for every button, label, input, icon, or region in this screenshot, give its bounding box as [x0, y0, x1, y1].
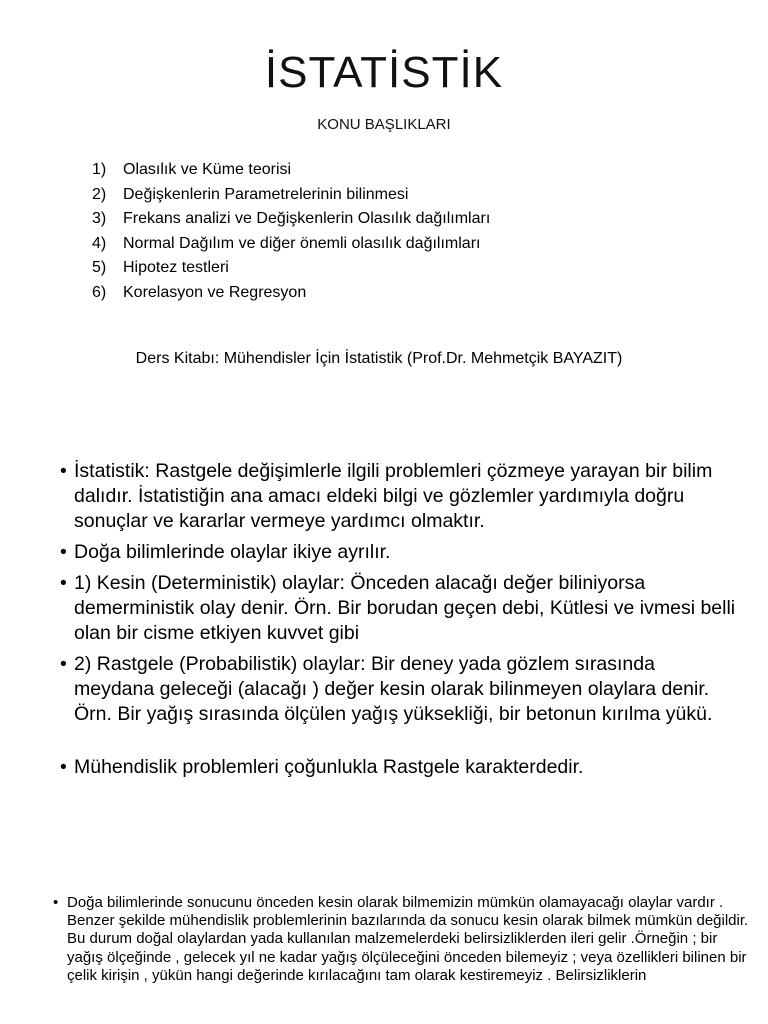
- bullet-icon: •: [60, 756, 67, 778]
- bullet-icon: •: [60, 460, 67, 482]
- bullet-item: [53, 894, 753, 985]
- bullet-item: [60, 652, 740, 727]
- bullet-text: Mühendislik problemleri çoğunlukla Rastgele karakterdedir.: [74, 756, 584, 778]
- list-item-text: Hipotez testleri: [123, 259, 229, 276]
- list-item-text: Olasılık ve Küme teorisi: [123, 161, 292, 178]
- bullet-item: [60, 459, 740, 534]
- list-item-number: 2): [92, 185, 107, 203]
- list-item-text: Normal Dağılım ve diğer önemli olasılık dağılımları: [123, 234, 481, 252]
- list-item: [92, 183, 490, 208]
- page-title: İSTATİSTİK: [264, 48, 504, 97]
- list-item-number: 4): [92, 234, 107, 252]
- list-item-text: Frekans analizi ve Değişkenlerin Olasılık dağılımları: [123, 210, 491, 227]
- bullet-list: [60, 459, 740, 786]
- page-subtitle: KONU BAŞLIKLARI: [317, 116, 451, 133]
- textbook-reference: Ders Kitabı: Mühendisler İçin İstatistik (Prof.Dr. Mehmetçik BAYAZIT): [135, 350, 623, 367]
- bullet-text: 1) Kesin (Deterministik) olaylar: Önceden alacağı değer biliniyorsa demerministik olay denir. Örn. Bir borudan geçen debi, Kütlesi ve ivmesi belli olan bir cisme etkiyen kuvvet gibi: [74, 572, 736, 644]
- list-item: [92, 207, 490, 232]
- bullet-item: [60, 571, 740, 646]
- list-item: [92, 158, 490, 183]
- list-item-number: 1): [92, 161, 107, 178]
- topic-list: [92, 158, 490, 305]
- bullet-list: [53, 894, 753, 985]
- bullet-icon: •: [53, 894, 59, 911]
- bullet-text: Doğa bilimlerinde olaylar ikiye ayrılır.: [74, 541, 391, 563]
- bullet-item: [60, 540, 740, 565]
- list-item: [92, 256, 490, 281]
- bullet-icon: •: [60, 653, 67, 675]
- slide-statistics-definition: [0, 445, 768, 845]
- list-item-number: 5): [92, 259, 107, 276]
- list-item: [92, 281, 490, 306]
- bullet-icon: •: [60, 572, 67, 594]
- list-item-number: 6): [92, 283, 107, 301]
- bullet-text: İstatistik: Rastgele değişimlerle ilgili problemleri çözmeye yarayan bir bilim dalıdır. İstatistiğin ana amacı eldeki bilgi ve gözlemler yardımıyla doğru sonuçlar ve kararlar vermeye yardımcı olmaktır.: [74, 460, 713, 532]
- list-item-text: Değişkenlerin Parametrelerinin bilinmesi: [123, 185, 409, 203]
- bullet-text: Doğa bilimlerinde sonucunu önceden kesin olarak bilmemizin mümkün olamayacağı olaylar vardır . Benzer şekilde mühendislik problemlerinin bazılarında da sonucu kesin olarak bilmek mümkün değildir. Bu durum doğal olaylardan yada kullanılan malzemelerdeki belirsizliklerden ileri gelir .Örneğin ; bir yağış ölçeğinde , gelecek yıl ne kadar yağış ölçüleceğini önceden bilemeyiz ; veya özellikleri bilinen bir çelik kirişin , yükün hangi değerinde kırılacağını tam olarak kestiremeyiz . Belirsizliklerin: [67, 894, 749, 984]
- slide-course-topics: [0, 0, 768, 410]
- list-item: [92, 232, 490, 257]
- bullet-text: 2) Rastgele (Probabilistik) olaylar: Bir deney yada gözlem sırasında meydana geleceği (alacağı ) değer kesin olarak bilinmeyen olaylara denir. Örn. Bir yağış sırasında ölçülen yağış yüksekliği, bir betonun kırılma yükü.: [74, 653, 713, 725]
- bullet-item: [60, 755, 740, 780]
- slide-uncertainty: [0, 890, 768, 1024]
- list-item-text: Korelasyon ve Regresyon: [123, 283, 307, 301]
- bullet-icon: •: [60, 541, 67, 563]
- list-item-number: 3): [92, 210, 107, 227]
